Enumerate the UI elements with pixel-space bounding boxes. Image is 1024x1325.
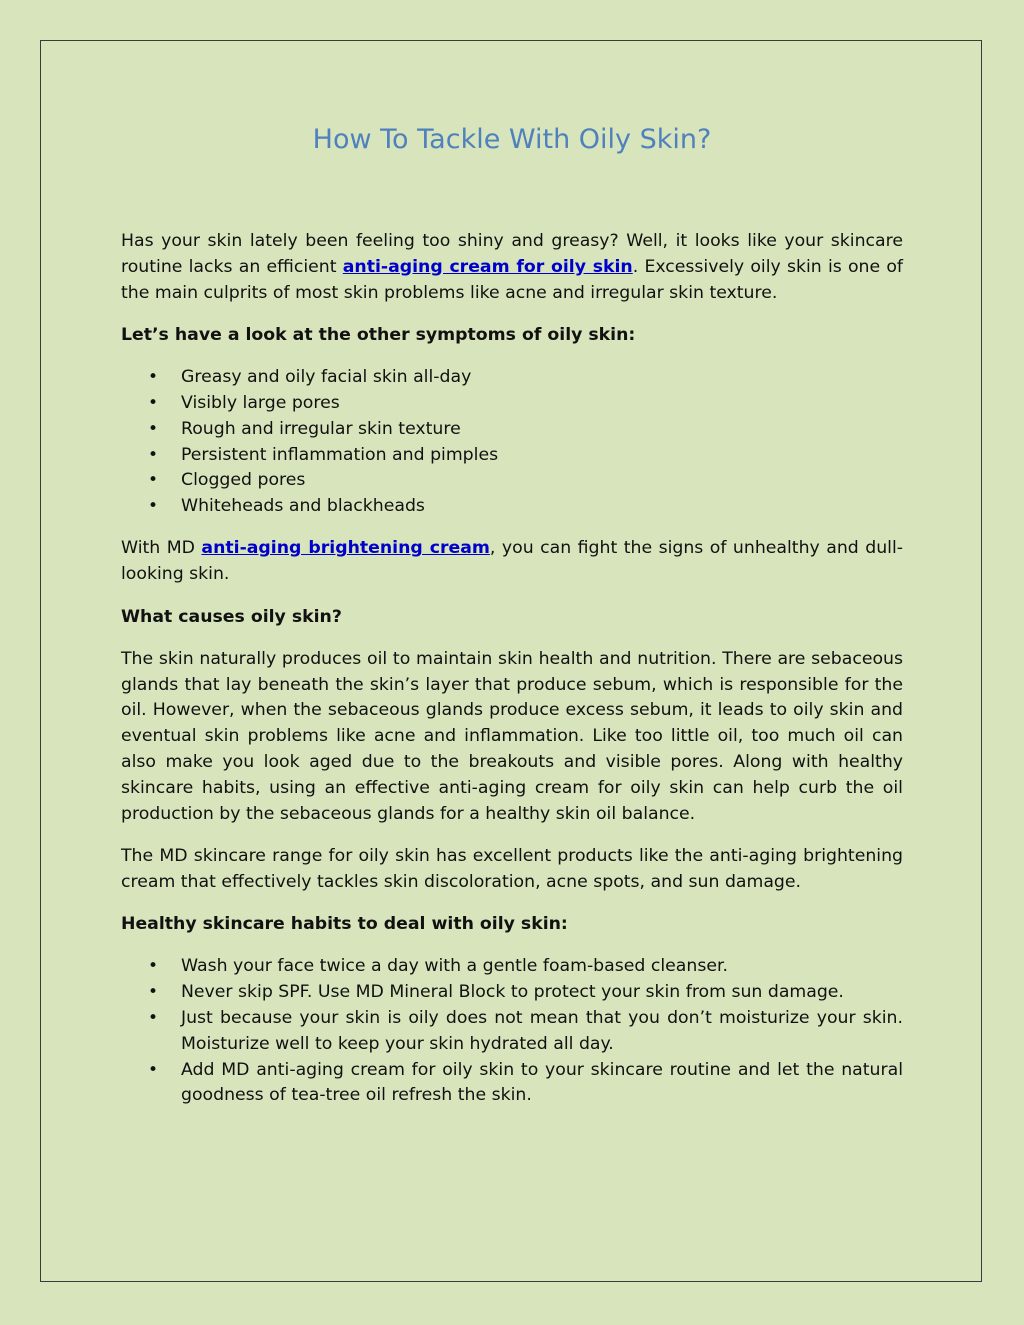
- symptom-item: [121, 443, 903, 469]
- habit-text: Wash your face twice a day with a gentle foam-based cleanser.: [181, 956, 728, 977]
- bullet-icon: •: [148, 1007, 159, 1028]
- symptom-item: [121, 365, 903, 391]
- symptoms-list: [121, 365, 903, 520]
- intro-text-end: . Excessively oily skin is one of the main culprits of most skin problems like acne and irregular skin texture.: [121, 256, 903, 303]
- symptom-text: Clogged pores: [181, 470, 306, 491]
- symptom-item: [121, 468, 903, 494]
- bullet-icon: •: [148, 956, 159, 977]
- habits-list: [121, 954, 903, 1109]
- md-paragraph: [121, 536, 903, 588]
- causes-paragraph: The skin naturally produces oil to maintain skin health and nutrition. There are sebaceous glands that lay beneath the skin’s layer that produce sebum, which is responsible for the oil. However, when the sebaceous glands produce excess sebum, it leads to oily skin and eventual skin problems like acne and inflammation. Like too little oil, too much oil can also make you look aged due to the breakouts and visible pores. Along with healthy skincare habits, using an effective anti-aging cream for oily skin can help curb the oil production by the sebaceous glands for a healthy skin oil balance.: [121, 648, 903, 824]
- range-paragraph: The MD skincare range for oily skin has excellent products like the anti-aging brightening cream that effectively tackles skin discoloration, acne spots, and sun damage.: [121, 845, 903, 892]
- symptoms-heading: Let’s have a look at the other symptoms of oily skin:: [121, 324, 636, 345]
- anti-aging-cream-link[interactable]: anti-aging cream for oily skin: [342, 256, 633, 277]
- symptom-text: Rough and irregular skin texture: [181, 418, 461, 439]
- bullet-icon: •: [148, 470, 159, 491]
- md-text-end: , you can fight the signs of unhealthy and dull-looking skin.: [121, 538, 903, 585]
- brightening-cream-link[interactable]: anti-aging brightening cream: [201, 538, 490, 559]
- habit-item: [121, 980, 903, 1006]
- symptom-text: Visibly large pores: [181, 392, 340, 413]
- bullet-icon: •: [148, 392, 159, 413]
- habit-item: [121, 1006, 903, 1058]
- bullet-icon: •: [148, 418, 159, 439]
- symptom-item: [121, 391, 903, 417]
- article-body: [121, 229, 903, 1126]
- page-title: How To Tackle With Oily Skin?: [312, 124, 712, 155]
- bullet-icon: •: [148, 367, 159, 388]
- intro-text-start: Has your skin lately been feeling too shiny and greasy? Well, it looks like your skincare routine lacks an efficient: [121, 231, 903, 277]
- intro-paragraph: [121, 229, 903, 306]
- habit-text: Add MD anti-aging cream for oily skin to your skincare routine and let the natural goodness of tea-tree oil refresh the skin.: [181, 1059, 903, 1106]
- symptom-text: Greasy and oily facial skin all-day: [181, 367, 472, 388]
- bullet-icon: •: [148, 444, 159, 465]
- symptom-item: [121, 494, 903, 520]
- symptom-item: [121, 417, 903, 443]
- habit-text: Never skip SPF. Use MD Mineral Block to protect your skin from sun damage.: [181, 982, 844, 1003]
- causes-heading: What causes oily skin?: [121, 606, 342, 627]
- habit-item: [121, 1058, 903, 1110]
- habit-text: Just because your skin is oily does not mean that you don’t moisturize your skin. Moisturize well to keep your skin hydrated all day.: [181, 1007, 903, 1054]
- md-text-start: With MD: [121, 538, 202, 559]
- symptom-text: Persistent inflammation and pimples: [181, 444, 499, 465]
- bullet-icon: •: [148, 982, 159, 1003]
- habits-heading: Healthy skincare habits to deal with oily skin:: [121, 914, 568, 935]
- habit-item: [121, 954, 903, 980]
- bullet-icon: •: [148, 496, 159, 517]
- symptom-text: Whiteheads and blackheads: [181, 496, 425, 517]
- bullet-icon: •: [148, 1059, 159, 1080]
